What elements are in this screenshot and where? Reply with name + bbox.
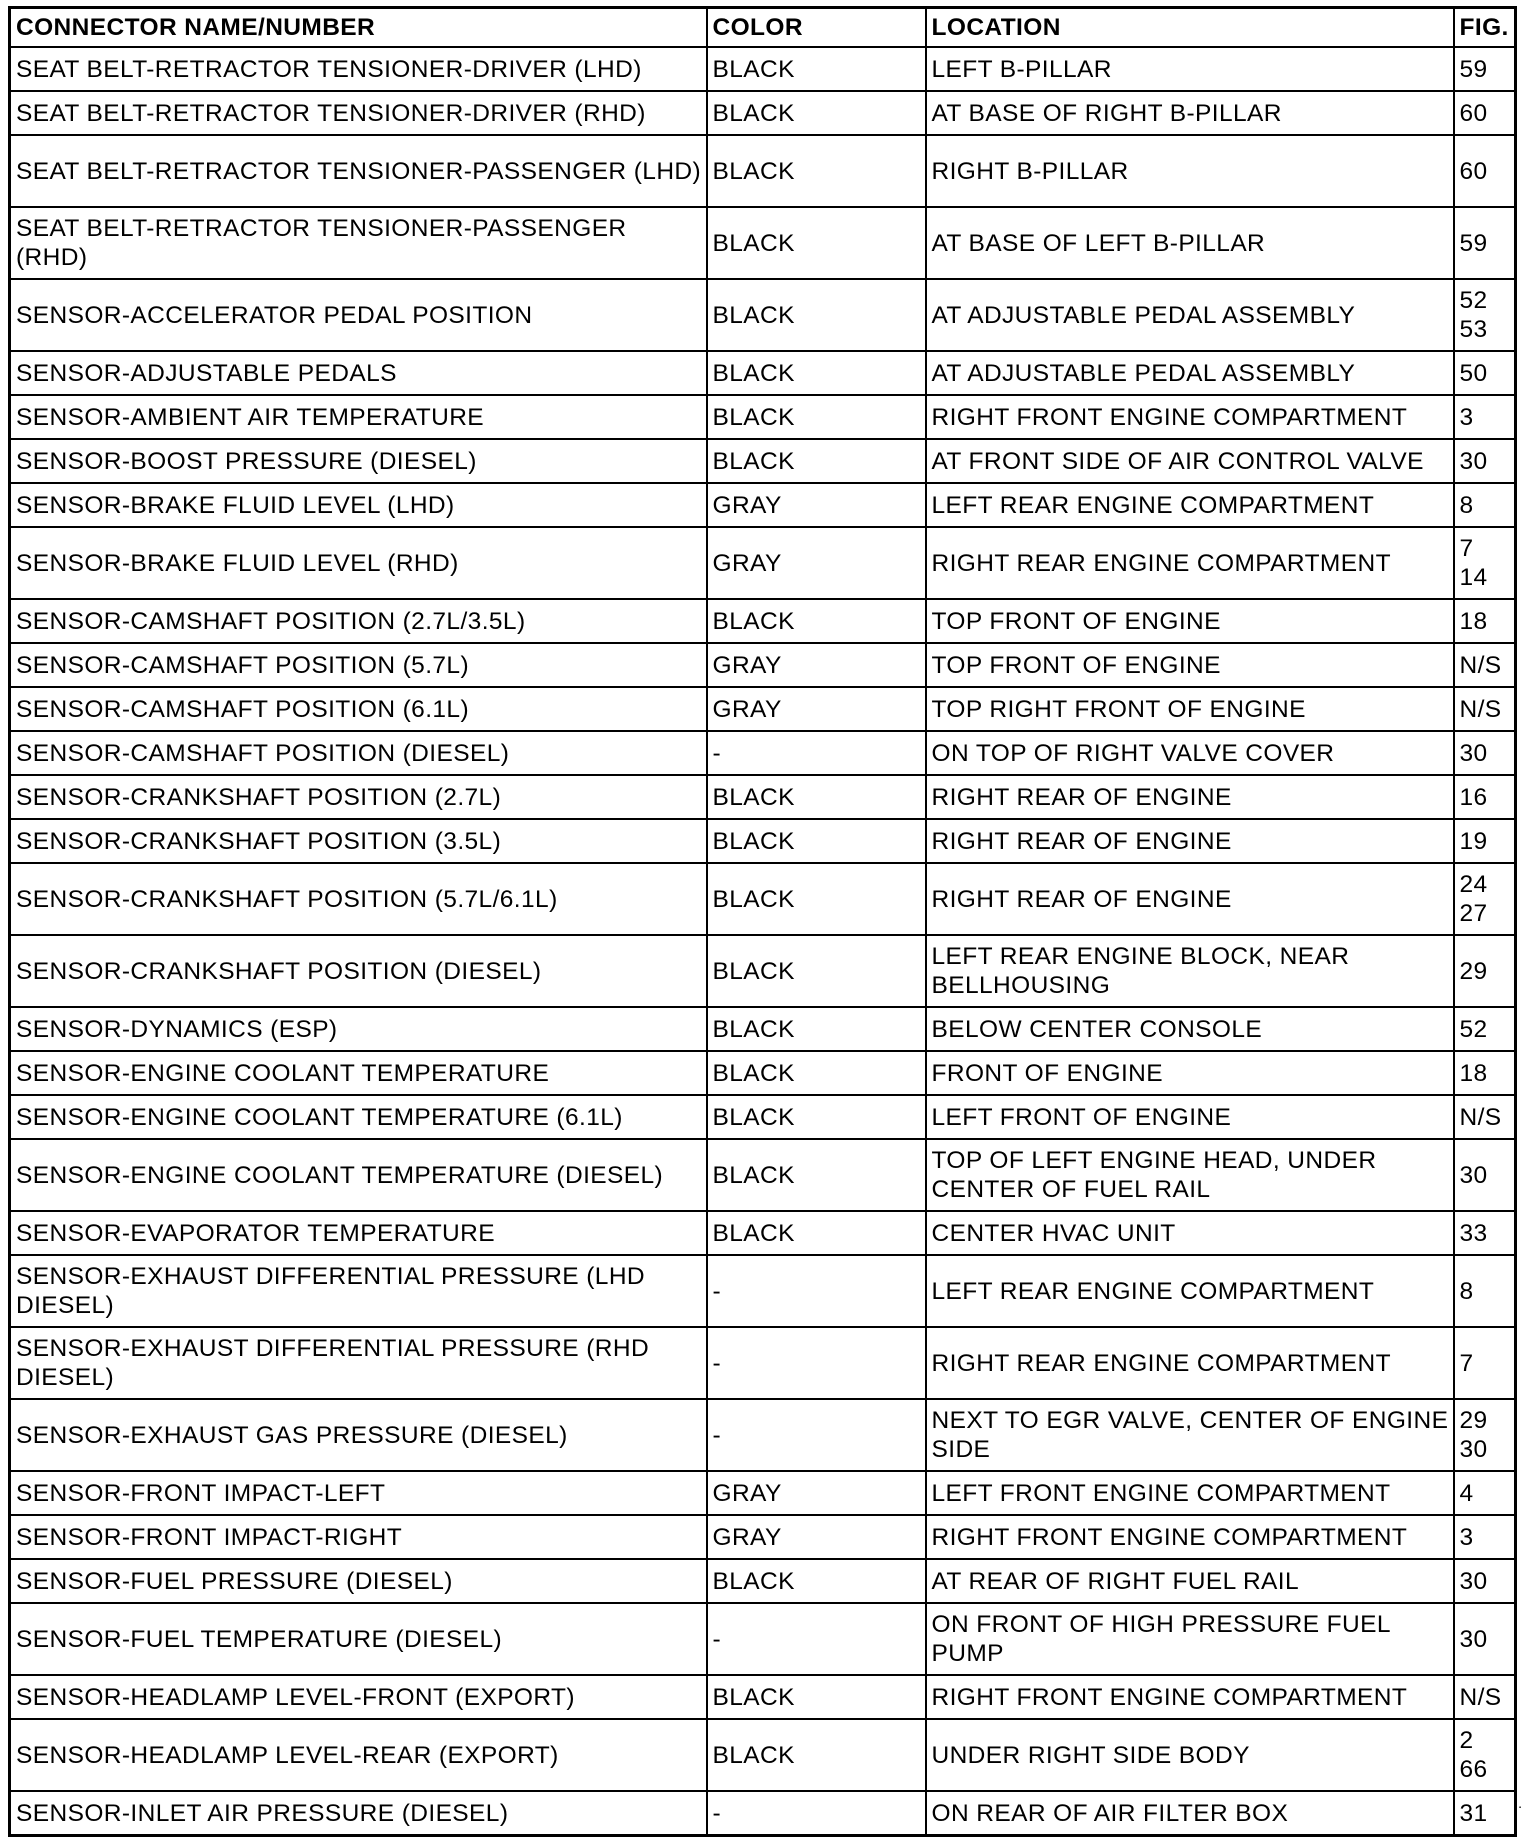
cell-connector-name: SENSOR-FRONT IMPACT-RIGHT [10, 1515, 707, 1559]
cell-location: AT ADJUSTABLE PEDAL ASSEMBLY [926, 279, 1454, 351]
cell-color: BLACK [707, 1007, 926, 1051]
cell-color: BLACK [707, 935, 926, 1007]
cell-fig [1454, 527, 1516, 599]
table-header-row [10, 8, 1516, 48]
cell-color: BLACK [707, 863, 926, 935]
cell-fig [1454, 775, 1516, 819]
cell-fig [1454, 1007, 1516, 1051]
table-row [10, 47, 1516, 91]
connector-table-page [8, 6, 1514, 1837]
cell-location: LEFT FRONT ENGINE COMPARTMENT [926, 1471, 1454, 1515]
cell-connector-name: SENSOR-EXHAUST DIFFERENTIAL PRESSURE (LHD DIESEL) [10, 1255, 707, 1327]
table-row [10, 351, 1516, 395]
table-row [10, 687, 1516, 731]
header-color: COLOR [707, 8, 926, 48]
cell-fig [1454, 863, 1516, 935]
table-row [10, 1211, 1516, 1255]
fig-number: 31 [1459, 1799, 1488, 1827]
cell-location: RIGHT REAR OF ENGINE [926, 775, 1454, 819]
cell-location: AT ADJUSTABLE PEDAL ASSEMBLY [926, 351, 1454, 395]
fig-number: 2 [1459, 1727, 1474, 1754]
fig-number: 29 [1459, 1407, 1488, 1434]
cell-color: - [707, 1327, 926, 1399]
table-row [10, 1675, 1516, 1719]
table-row [10, 1399, 1516, 1471]
cell-location: AT REAR OF RIGHT FUEL RAIL [926, 1559, 1454, 1603]
fig-number: 30 [1459, 1436, 1488, 1463]
table-body [10, 47, 1516, 1836]
cell-connector-name: SENSOR-HEADLAMP LEVEL-FRONT (EXPORT) [10, 1675, 707, 1719]
cell-color: BLACK [707, 1095, 926, 1139]
cell-connector-name: SENSOR-BOOST PRESSURE (DIESEL) [10, 439, 707, 483]
cell-color: GRAY [707, 1471, 926, 1515]
cell-color: BLACK [707, 395, 926, 439]
table-row [10, 1007, 1516, 1051]
cell-connector-name: SENSOR-CAMSHAFT POSITION (5.7L) [10, 643, 707, 687]
cell-connector-name: SENSOR-INLET AIR PRESSURE (DIESEL) [10, 1791, 707, 1836]
cell-fig [1454, 135, 1516, 207]
cell-connector-name: SENSOR-ENGINE COOLANT TEMPERATURE (DIESEL) [10, 1139, 707, 1211]
cell-fig [1454, 1211, 1516, 1255]
fig-number: 19 [1459, 827, 1488, 855]
fig-number: 52 [1459, 1015, 1488, 1043]
cell-location: FRONT OF ENGINE [926, 1051, 1454, 1095]
cell-connector-name: SENSOR-FRONT IMPACT-LEFT [10, 1471, 707, 1515]
cell-location: RIGHT REAR ENGINE COMPARTMENT [926, 527, 1454, 599]
table-row [10, 207, 1516, 279]
cell-fig [1454, 819, 1516, 863]
cell-location: ON REAR OF AIR FILTER BOX [926, 1791, 1454, 1836]
cell-connector-name: SENSOR-BRAKE FLUID LEVEL (LHD) [10, 483, 707, 527]
cell-connector-name: SENSOR-CAMSHAFT POSITION (DIESEL) [10, 731, 707, 775]
cell-color: BLACK [707, 1211, 926, 1255]
cell-color: BLACK [707, 207, 926, 279]
table-row [10, 395, 1516, 439]
table-row [10, 1095, 1516, 1139]
fig-number: N/S [1459, 1103, 1502, 1131]
table-row [10, 775, 1516, 819]
cell-location: BELOW CENTER CONSOLE [926, 1007, 1454, 1051]
table-row [10, 1139, 1516, 1211]
fig-number: 27 [1459, 900, 1488, 927]
fig-number: 14 [1459, 564, 1488, 591]
cell-connector-name: SENSOR-HEADLAMP LEVEL-REAR (EXPORT) [10, 1719, 707, 1791]
fig-number: 30 [1459, 1161, 1488, 1189]
cell-fig [1454, 599, 1516, 643]
cell-location: LEFT REAR ENGINE COMPARTMENT [926, 1255, 1454, 1327]
cell-fig [1454, 1399, 1516, 1471]
cell-fig [1454, 731, 1516, 775]
cell-location: NEXT TO EGR VALVE, CENTER OF ENGINE SIDE [926, 1399, 1454, 1471]
fig-number: 53 [1459, 316, 1488, 343]
table-row [10, 91, 1516, 135]
fig-number: 30 [1459, 447, 1488, 475]
cell-fig [1454, 1471, 1516, 1515]
cell-connector-name: SENSOR-AMBIENT AIR TEMPERATURE [10, 395, 707, 439]
cell-fig [1454, 1559, 1516, 1603]
cell-fig [1454, 1255, 1516, 1327]
cell-location: CENTER HVAC UNIT [926, 1211, 1454, 1255]
fig-number: 4 [1459, 1479, 1474, 1507]
cell-color: - [707, 1603, 926, 1675]
cell-connector-name: SENSOR-CRANKSHAFT POSITION (DIESEL) [10, 935, 707, 1007]
cell-connector-name: SENSOR-CRANKSHAFT POSITION (2.7L) [10, 775, 707, 819]
cell-location: RIGHT REAR ENGINE COMPARTMENT [926, 1327, 1454, 1399]
cell-connector-name: SEAT BELT-RETRACTOR TENSIONER-DRIVER (LHD) [10, 47, 707, 91]
cell-connector-name: SENSOR-ADJUSTABLE PEDALS [10, 351, 707, 395]
fig-number: 7 [1459, 535, 1474, 562]
cell-fig [1454, 91, 1516, 135]
cell-fig [1454, 1327, 1516, 1399]
cell-location: RIGHT REAR OF ENGINE [926, 863, 1454, 935]
fig-number: 30 [1459, 1625, 1488, 1653]
cell-location: AT BASE OF RIGHT B-PILLAR [926, 91, 1454, 135]
cell-location: LEFT REAR ENGINE COMPARTMENT [926, 483, 1454, 527]
cell-color: GRAY [707, 1515, 926, 1559]
header-location: LOCATION [926, 8, 1454, 48]
header-connector-name: CONNECTOR NAME/NUMBER [10, 8, 707, 48]
table-row [10, 1559, 1516, 1603]
cell-location: TOP OF LEFT ENGINE HEAD, UNDER CENTER OF FUEL RAIL [926, 1139, 1454, 1211]
cell-fig [1454, 935, 1516, 1007]
cell-color: BLACK [707, 1051, 926, 1095]
fig-number: N/S [1459, 1683, 1502, 1711]
fig-number: 8 [1459, 491, 1474, 519]
table-row [10, 599, 1516, 643]
fig-number: 30 [1459, 1567, 1488, 1595]
fig-number: 52 [1459, 287, 1488, 314]
table-row [10, 1791, 1516, 1836]
cell-fig [1454, 483, 1516, 527]
table-row [10, 1471, 1516, 1515]
fig-number: 18 [1459, 1059, 1488, 1087]
cell-color: BLACK [707, 775, 926, 819]
cell-connector-name: SENSOR-FUEL TEMPERATURE (DIESEL) [10, 1603, 707, 1675]
cell-connector-name: SENSOR-EXHAUST GAS PRESSURE (DIESEL) [10, 1399, 707, 1471]
cell-location: AT FRONT SIDE OF AIR CONTROL VALVE [926, 439, 1454, 483]
cell-connector-name: SENSOR-ACCELERATOR PEDAL POSITION [10, 279, 707, 351]
cell-fig [1454, 1515, 1516, 1559]
table-row [10, 483, 1516, 527]
cell-location: LEFT B-PILLAR [926, 47, 1454, 91]
cell-color: GRAY [707, 687, 926, 731]
cell-fig [1454, 395, 1516, 439]
fig-number: 33 [1459, 1219, 1488, 1247]
cell-color: - [707, 1399, 926, 1471]
fig-number: 24 [1459, 871, 1488, 898]
cell-location: RIGHT FRONT ENGINE COMPARTMENT [926, 1515, 1454, 1559]
cell-location: AT BASE OF LEFT B-PILLAR [926, 207, 1454, 279]
cell-connector-name: SENSOR-ENGINE COOLANT TEMPERATURE [10, 1051, 707, 1095]
fig-number: 29 [1459, 957, 1488, 985]
cell-connector-name: SEAT BELT-RETRACTOR TENSIONER-PASSENGER (RHD) [10, 207, 707, 279]
cell-location: ON FRONT OF HIGH PRESSURE FUEL PUMP [926, 1603, 1454, 1675]
cell-color: BLACK [707, 599, 926, 643]
cell-fig [1454, 439, 1516, 483]
cell-location: RIGHT FRONT ENGINE COMPARTMENT [926, 395, 1454, 439]
cell-fig [1454, 1719, 1516, 1791]
cell-connector-name: SENSOR-CAMSHAFT POSITION (2.7L/3.5L) [10, 599, 707, 643]
header-fig: FIG. [1454, 8, 1516, 48]
cell-location: UNDER RIGHT SIDE BODY [926, 1719, 1454, 1791]
cell-color: GRAY [707, 643, 926, 687]
fig-number: 30 [1459, 739, 1488, 767]
cell-location: LEFT FRONT OF ENGINE [926, 1095, 1454, 1139]
cell-color: BLACK [707, 819, 926, 863]
table-row [10, 439, 1516, 483]
fig-number: 8 [1459, 1277, 1474, 1305]
cell-fig [1454, 1675, 1516, 1719]
cell-color: BLACK [707, 47, 926, 91]
fig-number: 16 [1459, 783, 1488, 811]
cell-location: TOP FRONT OF ENGINE [926, 599, 1454, 643]
table-row [10, 527, 1516, 599]
fig-number: 7 [1459, 1349, 1474, 1377]
cell-fig [1454, 1139, 1516, 1211]
table-row [10, 863, 1516, 935]
cell-fig [1454, 1791, 1516, 1836]
cell-color: GRAY [707, 483, 926, 527]
cell-fig [1454, 207, 1516, 279]
cell-color: - [707, 1255, 926, 1327]
cell-location: TOP RIGHT FRONT OF ENGINE [926, 687, 1454, 731]
cell-fig [1454, 279, 1516, 351]
cell-color: BLACK [707, 1719, 926, 1791]
table-row [10, 819, 1516, 863]
fig-number: 3 [1459, 1523, 1474, 1551]
cell-fig [1454, 643, 1516, 687]
corner-mark: . [1518, 1795, 1522, 1811]
cell-color: - [707, 731, 926, 775]
fig-number: 60 [1459, 157, 1488, 185]
cell-color: BLACK [707, 1559, 926, 1603]
fig-number: 66 [1459, 1756, 1488, 1783]
table-row [10, 1255, 1516, 1327]
table-row [10, 935, 1516, 1007]
table-row [10, 643, 1516, 687]
cell-location: RIGHT FRONT ENGINE COMPARTMENT [926, 1675, 1454, 1719]
table-row [10, 1515, 1516, 1559]
cell-location: LEFT REAR ENGINE BLOCK, NEAR BELLHOUSING [926, 935, 1454, 1007]
cell-connector-name: SENSOR-BRAKE FLUID LEVEL (RHD) [10, 527, 707, 599]
cell-color: BLACK [707, 1139, 926, 1211]
cell-color: BLACK [707, 91, 926, 135]
cell-connector-name: SENSOR-CAMSHAFT POSITION (6.1L) [10, 687, 707, 731]
cell-connector-name: SENSOR-ENGINE COOLANT TEMPERATURE (6.1L) [10, 1095, 707, 1139]
cell-color: BLACK [707, 135, 926, 207]
cell-color: BLACK [707, 439, 926, 483]
connector-table [8, 6, 1517, 1837]
cell-location: RIGHT B-PILLAR [926, 135, 1454, 207]
cell-connector-name: SENSOR-FUEL PRESSURE (DIESEL) [10, 1559, 707, 1603]
table-row [10, 1603, 1516, 1675]
fig-number: 59 [1459, 229, 1488, 257]
cell-color: BLACK [707, 351, 926, 395]
cell-fig [1454, 1095, 1516, 1139]
cell-connector-name: SENSOR-CRANKSHAFT POSITION (3.5L) [10, 819, 707, 863]
cell-location: RIGHT REAR OF ENGINE [926, 819, 1454, 863]
cell-connector-name: SENSOR-DYNAMICS (ESP) [10, 1007, 707, 1051]
cell-connector-name: SENSOR-CRANKSHAFT POSITION (5.7L/6.1L) [10, 863, 707, 935]
fig-number: N/S [1459, 651, 1502, 679]
table-row [10, 1327, 1516, 1399]
cell-color: BLACK [707, 279, 926, 351]
cell-connector-name: SEAT BELT-RETRACTOR TENSIONER-DRIVER (RHD) [10, 91, 707, 135]
table-row [10, 1719, 1516, 1791]
cell-fig [1454, 687, 1516, 731]
table-row [10, 1051, 1516, 1095]
table-row [10, 731, 1516, 775]
cell-connector-name: SEAT BELT-RETRACTOR TENSIONER-PASSENGER (LHD) [10, 135, 707, 207]
fig-number: 59 [1459, 55, 1488, 83]
cell-color: - [707, 1791, 926, 1836]
cell-fig [1454, 1051, 1516, 1095]
cell-fig [1454, 1603, 1516, 1675]
fig-number: 3 [1459, 403, 1474, 431]
fig-number: N/S [1459, 695, 1502, 723]
fig-number: 50 [1459, 359, 1488, 387]
table-row [10, 135, 1516, 207]
cell-location: TOP FRONT OF ENGINE [926, 643, 1454, 687]
cell-fig [1454, 47, 1516, 91]
cell-fig [1454, 351, 1516, 395]
table-row [10, 279, 1516, 351]
cell-color: GRAY [707, 527, 926, 599]
cell-location: ON TOP OF RIGHT VALVE COVER [926, 731, 1454, 775]
cell-connector-name: SENSOR-EVAPORATOR TEMPERATURE [10, 1211, 707, 1255]
fig-number: 18 [1459, 607, 1488, 635]
fig-number: 60 [1459, 99, 1488, 127]
cell-connector-name: SENSOR-EXHAUST DIFFERENTIAL PRESSURE (RHD DIESEL) [10, 1327, 707, 1399]
cell-color: BLACK [707, 1675, 926, 1719]
